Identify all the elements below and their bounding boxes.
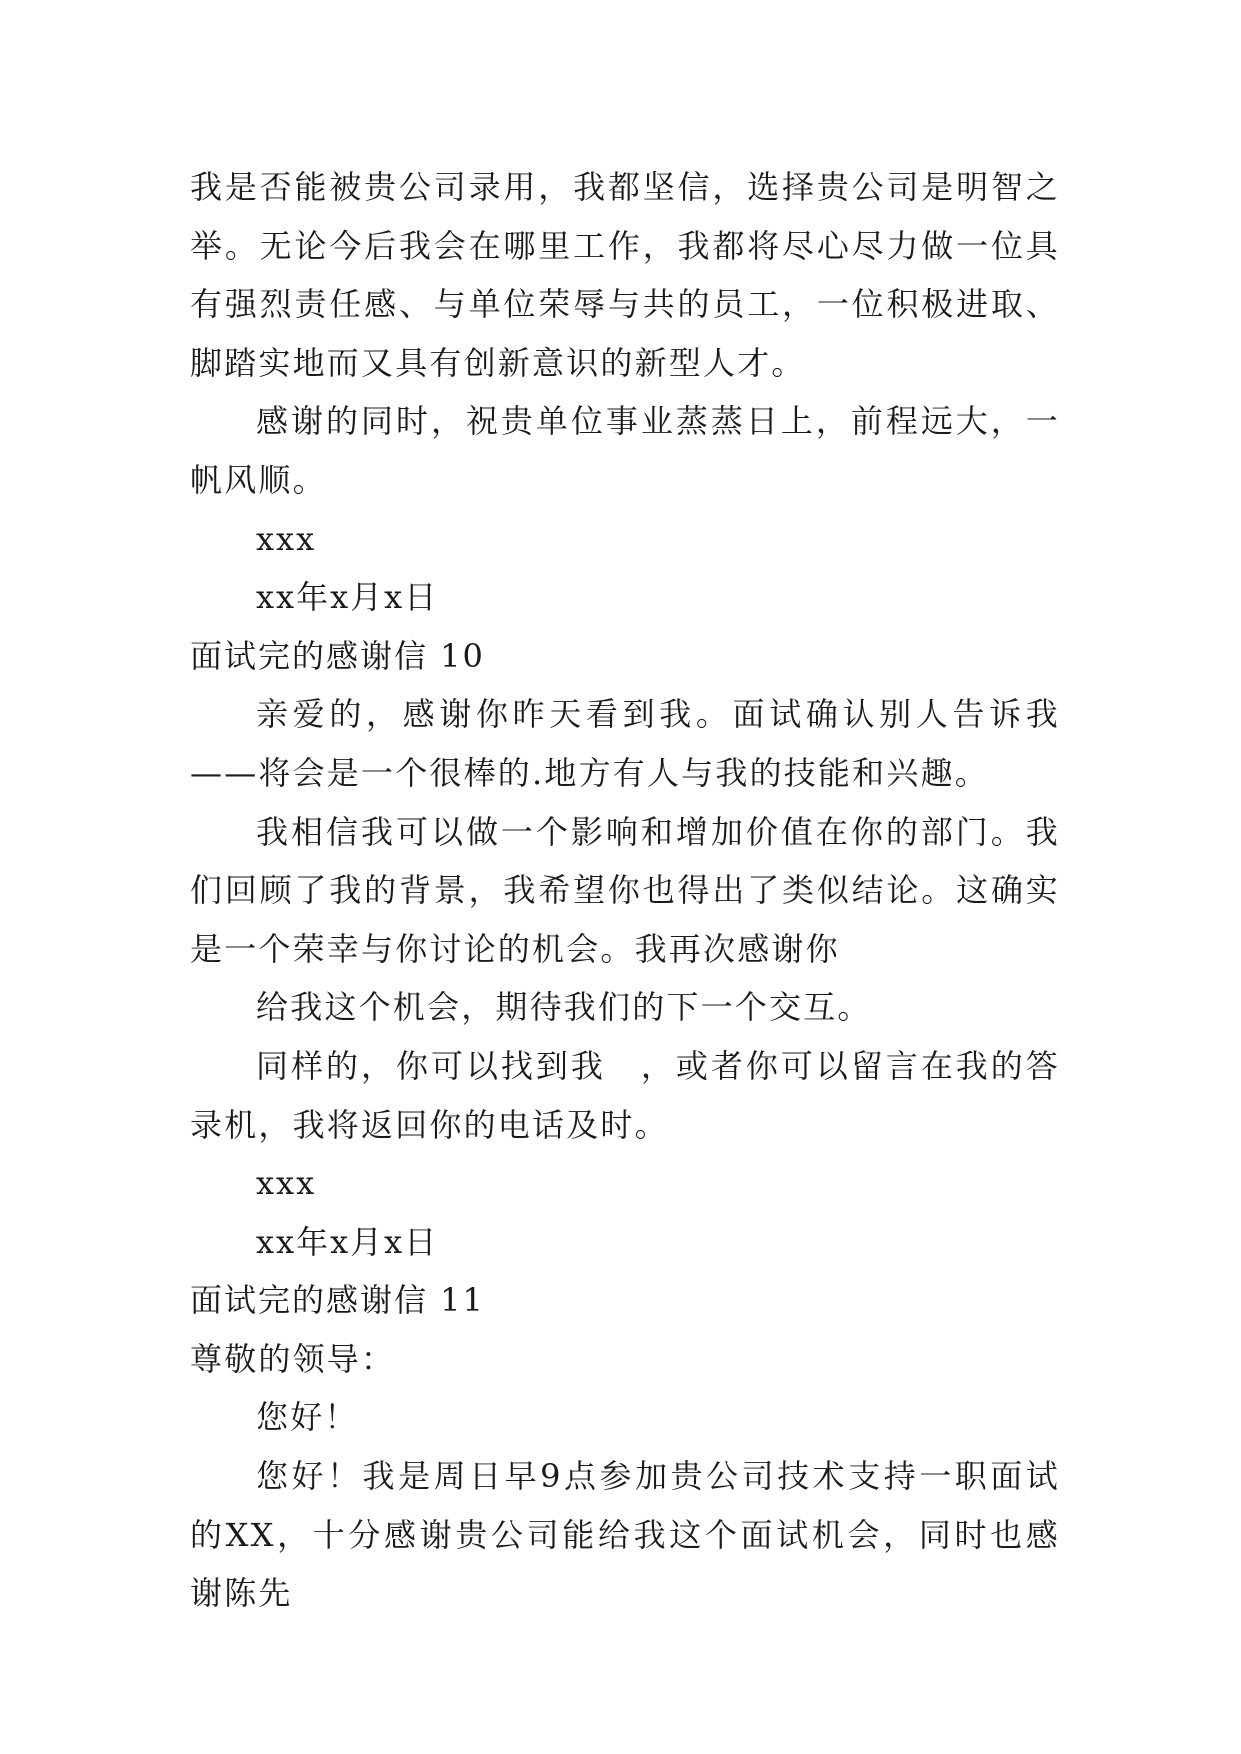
signature-date: xx年x月x日 [256, 578, 439, 617]
paragraph-continuation: 我是否能被贵公司录用，我都坚信，选择贵公司是明智之举。无论今后我会在哪里工作，我都将尽心尽力做一位具有强烈责任感、与单位荣辱与共的员工，一位积极进取、脚踏实地而又具有创新意识的新型人才。 [190, 168, 1060, 382]
paragraph-closing-wishes: 感谢的同时，祝贵单位事业蒸蒸日上，前程远大，一帆风顺。 [190, 402, 1060, 499]
section-heading-letter-11: 面试完的感谢信 11 [190, 1281, 485, 1320]
paragraph-contact: 同样的，你可以找到我 ，或者你可以留言在我的答录机，我将返回你的电话及时。 [190, 1046, 1060, 1144]
signature-date: xx年x月x日 [256, 1222, 439, 1261]
section-heading-letter-10: 面试完的感谢信 10 [190, 636, 485, 675]
paragraph-introduction: 您好！我是周日早9点参加贵公司技术支持一职面试的XX，十分感谢贵公司能给我这个面试机会，同时也感谢陈先 [190, 1457, 1060, 1613]
paragraph-value: 我相信我可以做一个影响和增加价值在你的部门。我们回顾了我的背景，我希望你也得出了类似结论。这确实是一个荣幸与你讨论的机会。我再次感谢你 [190, 812, 1060, 968]
salutation: 尊敬的领导： [190, 1339, 396, 1378]
paragraph-thanks: 给我这个机会，期待我们的下一个交互。 [256, 988, 872, 1027]
paragraph-greeting: 亲爱的，感谢你昨天看到我。面试确认别人告诉我——将会是一个很棒的.地方有人与我的技能和兴趣。 [190, 695, 1060, 792]
signature-name: xxx [256, 1164, 317, 1203]
paragraph-hello: 您好！ [256, 1398, 359, 1437]
document-body [190, 158, 1060, 1623]
signature-name: xxx [256, 519, 317, 558]
